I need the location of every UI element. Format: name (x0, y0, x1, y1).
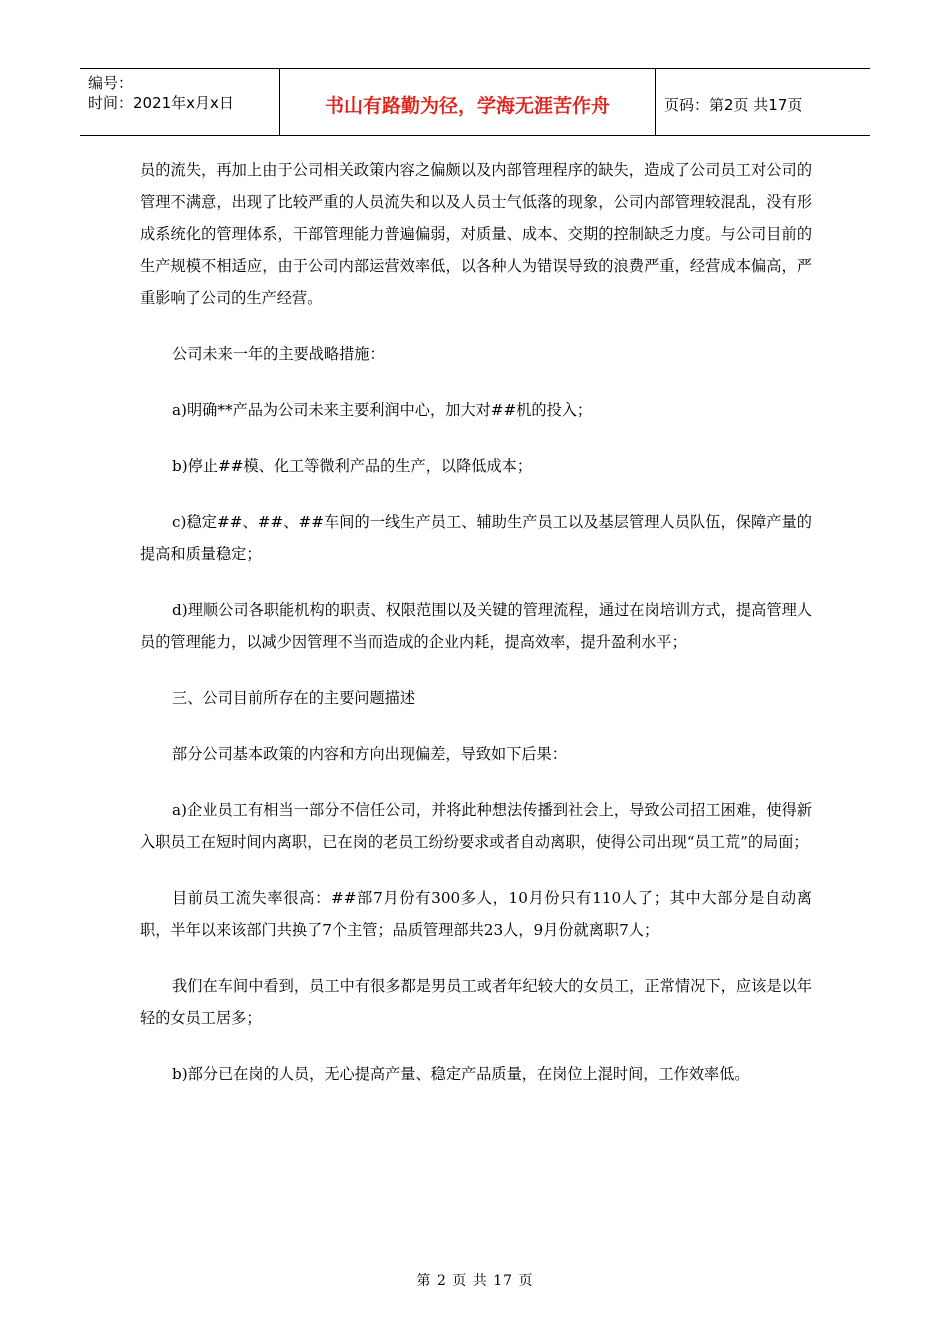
body-paragraph: 目前员工流失率很高：##部7月份有300多人，10月份只有110人了；其中大部分是自动离职，半年以来该部门共换了7个主管；品质管理部共23人，9月份就离职7人； (140, 889, 812, 939)
body-paragraph: c)稳定##、##、##车间的一线生产员工、辅助生产员工以及基层管理人员队伍，保障产量的提高和质量稳定； (140, 513, 812, 563)
body-paragraph: 公司未来一年的主要战略措施： (172, 345, 385, 363)
body-paragraph: a)明确**产品为公司未来主要利润中心，加大对##机的投入； (172, 401, 593, 419)
document-number-label: 编号： (88, 74, 134, 92)
body-paragraph: a)企业员工有相当一部分不信任公司，并将此种想法传播到社会上，导致公司招工困难，使得新入职员工在短时间内离职，已在岗的老员工纷纷要求或者自动离职，使得公司出现“员工荒”的局面； (140, 801, 812, 851)
section-heading: 三、公司目前所存在的主要问题描述 (172, 689, 415, 707)
body-paragraph: 员的流失，再加上由于公司相关政策内容之偏颇以及内部管理程序的缺失，造成了公司员工对公司的管理不满意，出现了比较严重的人员流失和以及人员士气低落的现象，公司内部管理较混乱，没有形成系统化的管理体系，干部管理能力普遍偏弱，对质量、成本、交期的控制缺乏力度。与公司目前的生产规模不相适应，由于公司内部运营效率低，以各种人为错误导致的浪费严重，经营成本偏高，严重影响了公司的生产经营。 (140, 161, 812, 307)
header-page-info: 页码：第2页 共17页 (664, 95, 803, 114)
body-paragraph: 部分公司基本政策的内容和方向出现偏差，导致如下后果： (172, 745, 567, 763)
body-paragraph: b)部分已在岗的人员，无心提高产量、稳定产品质量，在岗位上混时间，工作效率低。 (172, 1065, 750, 1083)
page-footer: 第 2 页 共 17 页 (416, 1273, 534, 1289)
body-paragraph: d)理顺公司各职能机构的职责、权限范围以及关键的管理流程，通过在岗培训方式，提高管理人员的管理能力，以减少因管理不当而造成的企业内耗，提高效率，提升盈利水平； (140, 601, 812, 651)
header-meta-cell (80, 69, 280, 135)
document-date-label: 时间：2021年x月x日 (88, 94, 234, 112)
header-motto: 书山有路勤为径，学海无涯苦作舟 (280, 69, 656, 135)
document-header (80, 68, 870, 136)
body-paragraph: b)停止##模、化工等微利产品的生产，以降低成本； (172, 457, 533, 475)
body-paragraph: 我们在车间中看到，员工中有很多都是男员工或者年纪较大的女员工，正常情况下，应该是以年轻的女员工居多； (140, 977, 812, 1027)
document-body (140, 154, 812, 1114)
